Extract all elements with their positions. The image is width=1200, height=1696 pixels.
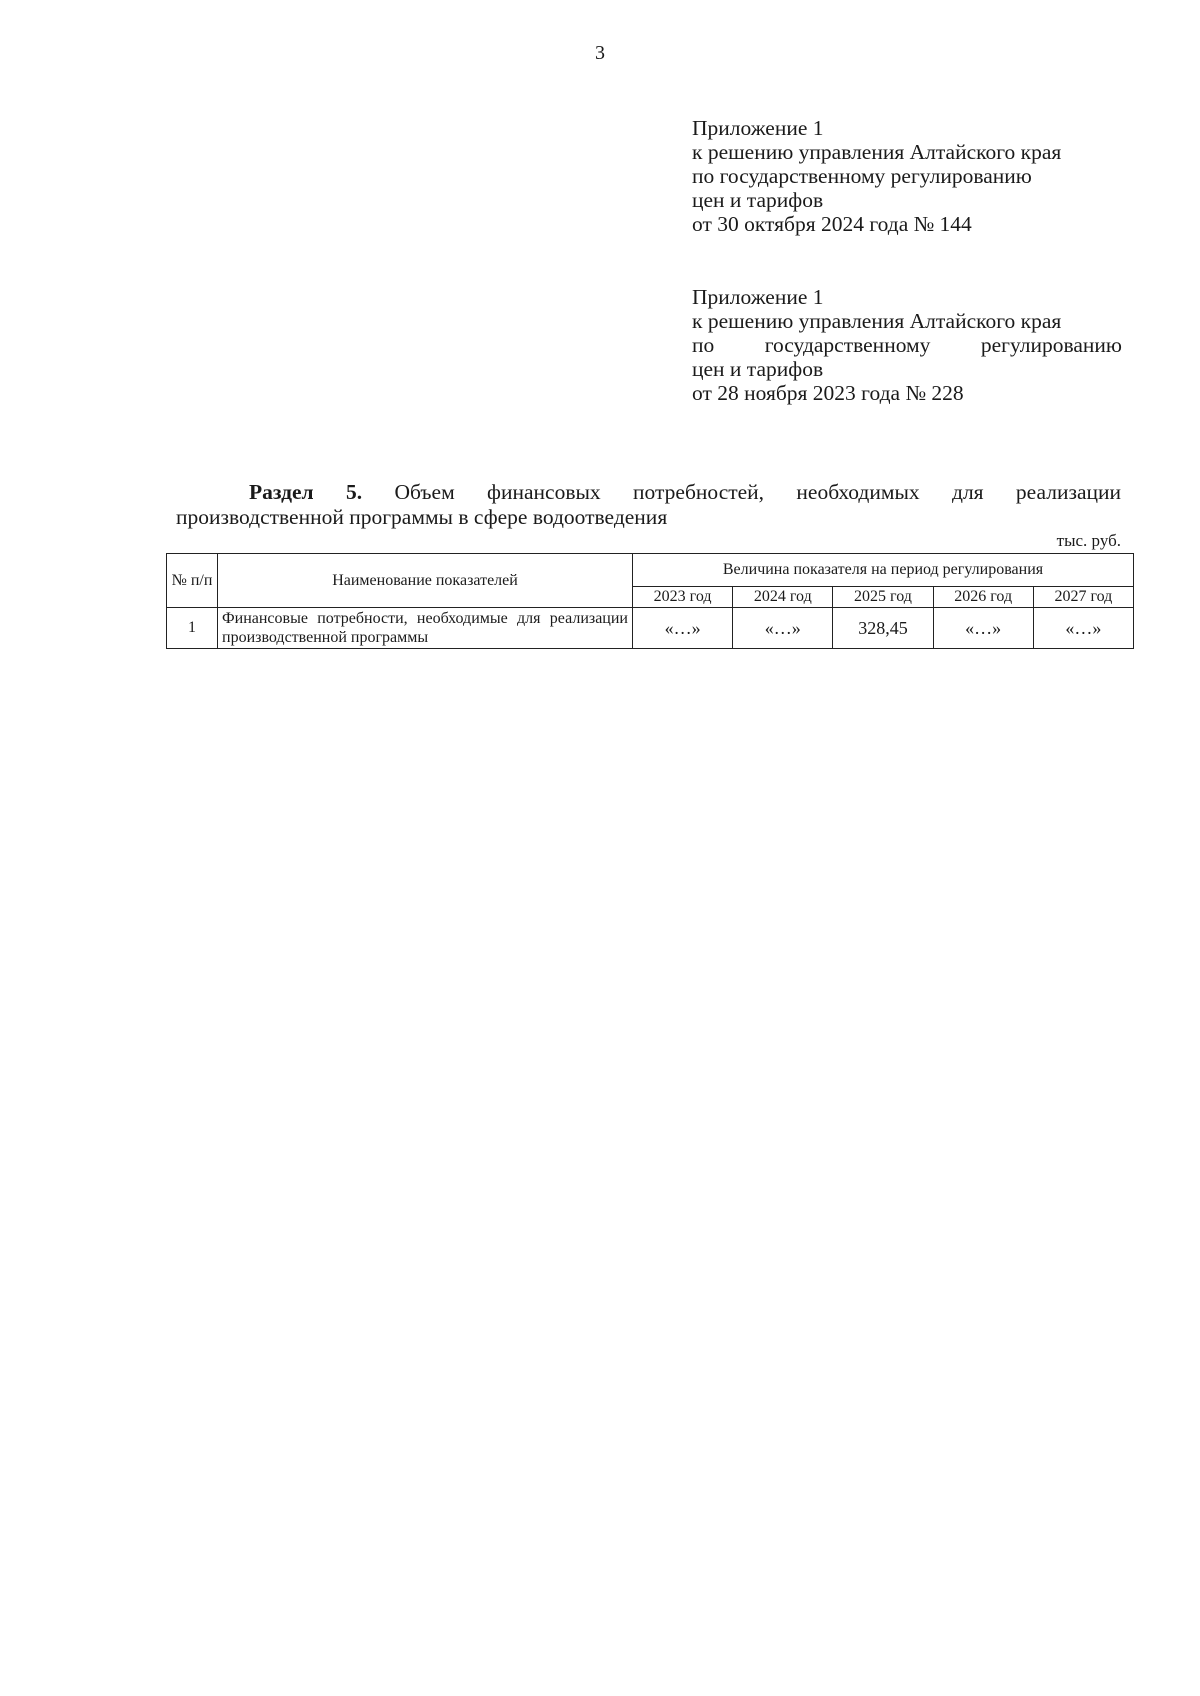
appendix-line: цен и тарифов	[692, 357, 824, 381]
appendix-block-current	[692, 116, 1122, 236]
row-value: 328,45	[833, 608, 933, 649]
section-heading-line1	[176, 480, 1121, 505]
row-value: «…»	[733, 608, 833, 649]
header-num: № п/п	[167, 554, 218, 608]
appendix-line: к решению управления Алтайского края	[692, 309, 1062, 333]
table-row	[167, 608, 1134, 649]
header-year: 2023 год	[633, 587, 733, 608]
header-year: 2027 год	[1033, 587, 1133, 608]
appendix-title: Приложение 1	[692, 116, 824, 140]
page-number: 3	[595, 42, 605, 64]
appendix-block-original	[692, 285, 1122, 405]
section-heading	[176, 480, 1121, 530]
section-title-line2: производственной программы в сфере водоотведения	[176, 505, 668, 529]
header-year: 2026 год	[933, 587, 1033, 608]
row-value: «…»	[633, 608, 733, 649]
header-indicator-name: Наименование показателей	[218, 554, 633, 608]
appendix-line: по государственному регулированию	[692, 164, 1032, 188]
appendix-decision-date: от 30 октября 2024 года № 144	[692, 212, 972, 236]
section-title-line1: Объем финансовых потребностей, необходимых для реализации	[394, 480, 1122, 504]
row-value: «…»	[933, 608, 1033, 649]
appendix-line: к решению управления Алтайского края	[692, 140, 1062, 164]
header-year: 2025 год	[833, 587, 933, 608]
row-num: 1	[167, 608, 218, 649]
financial-needs-table	[166, 553, 1134, 649]
table-header-row	[167, 554, 1134, 587]
appendix-line: по государственному регулированию	[692, 333, 1122, 357]
row-value: «…»	[1033, 608, 1133, 649]
row-indicator-name: Финансовые потребности, необходимые для реализации производственной программы	[218, 608, 633, 649]
header-period-group: Величина показателя на период регулирования	[633, 554, 1134, 587]
appendix-decision-date: от 28 ноября 2023 года № 228	[692, 381, 964, 405]
appendix-line: цен и тарифов	[692, 188, 824, 212]
header-year: 2024 год	[733, 587, 833, 608]
section-label: Раздел 5.	[249, 480, 363, 504]
units-label: тыс. руб.	[1056, 531, 1121, 550]
appendix-title: Приложение 1	[692, 285, 824, 309]
